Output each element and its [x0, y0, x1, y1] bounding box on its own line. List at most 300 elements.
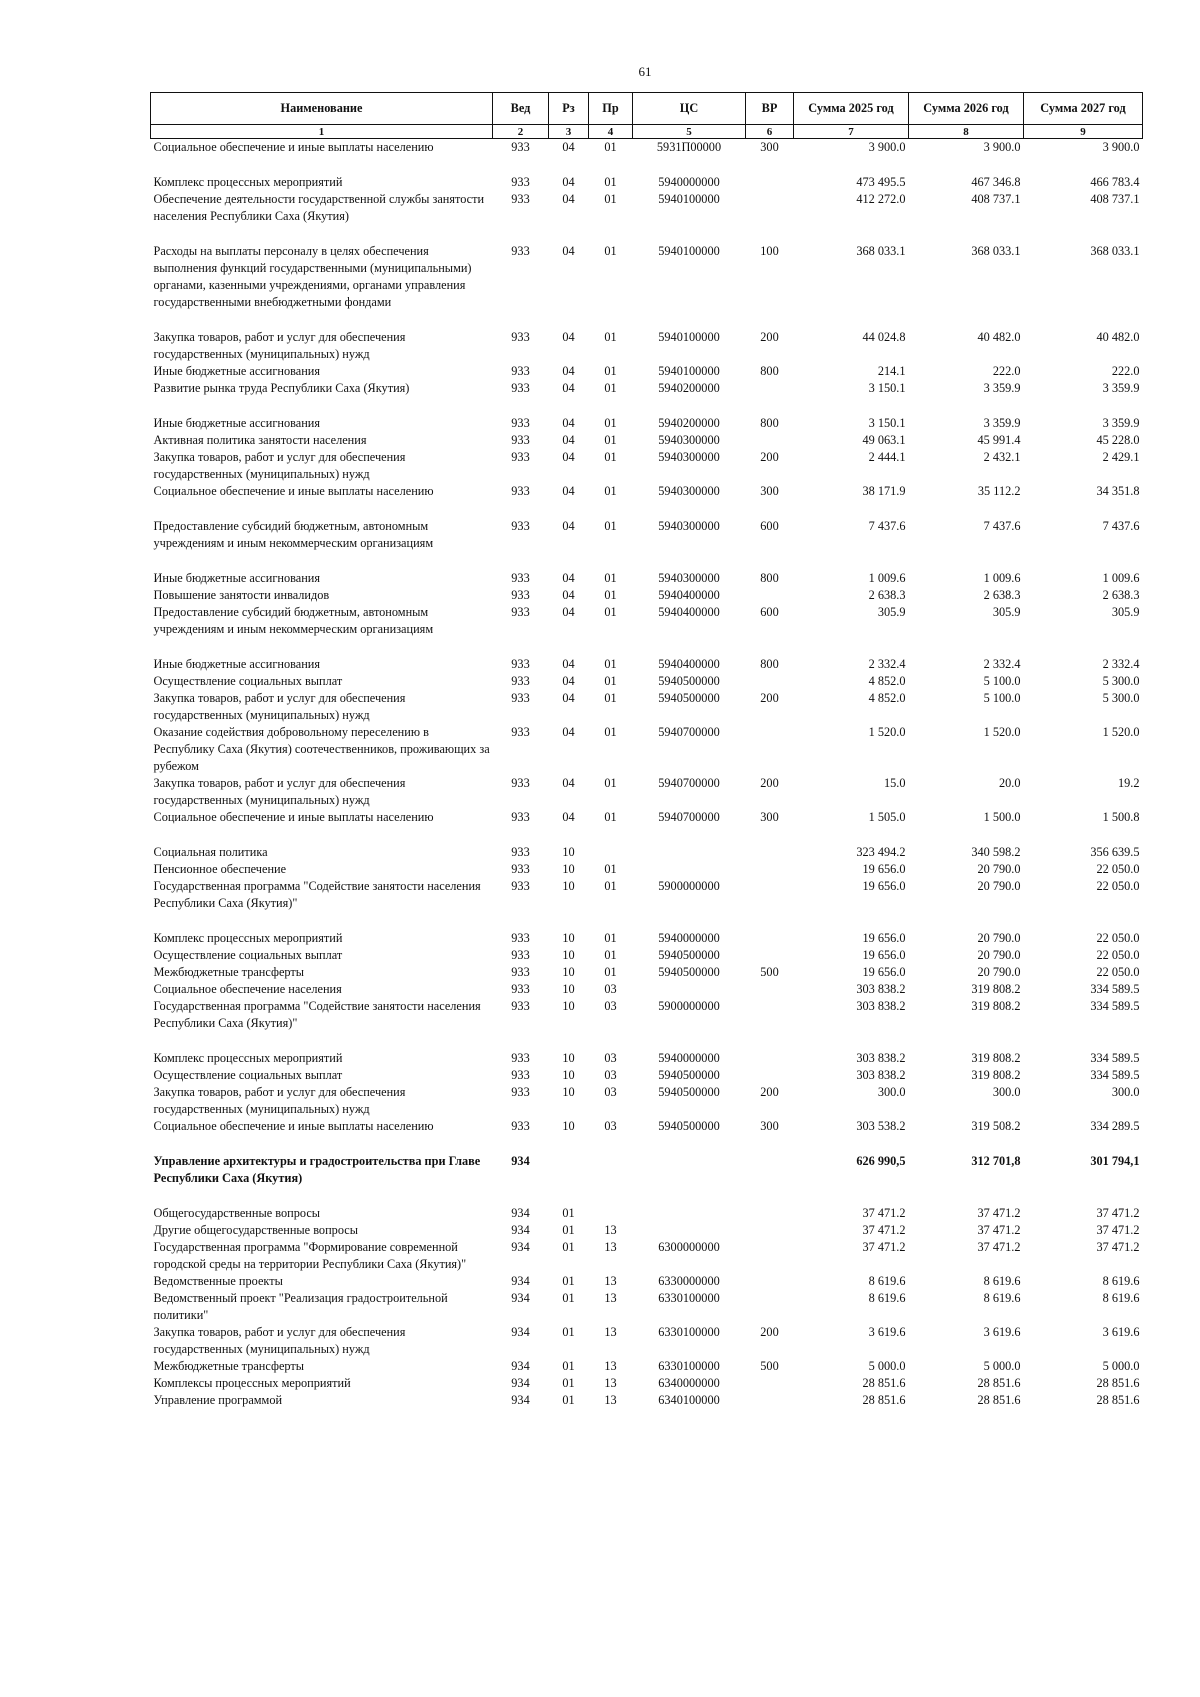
row-vr: 800 — [760, 571, 779, 585]
row-name: Межбюджетные трансферты — [153, 965, 305, 979]
row-name: Комплексы процессных мероприятий — [153, 1376, 351, 1390]
row-vr: 200 — [760, 1325, 779, 1339]
row-amount-2025: 37 471.2 — [862, 1240, 906, 1254]
row-amount-2026: 300.0 — [992, 1085, 1021, 1099]
row-amount-2027: 334 589.5 — [1090, 1068, 1140, 1082]
row-amount-2025: 3 150.1 — [868, 416, 906, 430]
table-row — [151, 809, 1143, 844]
row-name: Социальное обеспечение и иные выплаты населению — [153, 484, 434, 498]
row-amount-2025: 19 656.0 — [862, 862, 906, 876]
row-ved: 933 — [511, 845, 530, 859]
row-name: Государственная программа "Содействие занятости населения Республики Саха (Якутия)" — [153, 999, 481, 1030]
row-rz: 04 — [562, 605, 575, 619]
row-cs: 5940300000 — [658, 484, 720, 498]
row-rz — [549, 1153, 589, 1205]
column-number: 5 — [633, 125, 746, 139]
row-cs — [633, 1222, 746, 1239]
table-row — [151, 1118, 1143, 1153]
row-amount-2026: 8 619.6 — [983, 1274, 1021, 1288]
row-amount-2027: 1 500.8 — [1102, 810, 1140, 824]
table-row — [151, 570, 1143, 587]
row-pr: 01 — [604, 450, 617, 464]
row-name: Иные бюджетные ассигнования — [153, 364, 321, 378]
row-pr: 01 — [604, 330, 617, 344]
row-cs — [633, 1205, 746, 1222]
row-name: Межбюджетные трансферты — [153, 1359, 305, 1373]
row-cs: 5940100000 — [658, 364, 720, 378]
row-amount-2027: 3 359.9 — [1102, 381, 1140, 395]
row-rz: 10 — [562, 1068, 575, 1082]
row-amount-2025: 2 332.4 — [868, 657, 906, 671]
row-ved: 934 — [511, 1223, 530, 1237]
column-number: 8 — [909, 125, 1024, 139]
row-amount-2025: 300.0 — [877, 1085, 906, 1099]
row-rz: 04 — [562, 571, 575, 585]
row-name: Комплекс процессных мероприятий — [153, 1051, 343, 1065]
row-name: Закупка товаров, работ и услуг для обеспечения государственных (муниципальных) нужд — [153, 330, 406, 361]
row-ved: 933 — [511, 192, 530, 206]
row-cs: 5940100000 — [658, 244, 720, 258]
row-pr: 03 — [604, 1068, 617, 1082]
row-amount-2026: 2 432.1 — [983, 450, 1021, 464]
row-amount-2025: 4 852.0 — [868, 691, 906, 705]
table-row — [151, 1067, 1143, 1084]
row-name: Иные бюджетные ассигнования — [153, 416, 321, 430]
row-vr: 100 — [760, 244, 779, 258]
row-cs: 5940000000 — [658, 931, 720, 945]
row-ved: 933 — [511, 982, 530, 996]
row-amount-2025: 1 520.0 — [868, 725, 906, 739]
row-amount-2027: 368 033.1 — [1090, 244, 1140, 258]
row-rz: 04 — [562, 657, 575, 671]
column-number: 4 — [589, 125, 633, 139]
row-cs: 6340100000 — [658, 1393, 720, 1407]
row-ved: 934 — [511, 1393, 530, 1407]
row-amount-2026: 28 851.6 — [977, 1393, 1021, 1407]
row-ved: 933 — [511, 1085, 530, 1099]
table-row — [151, 690, 1143, 724]
row-cs: 6330100000 — [658, 1325, 720, 1339]
row-amount-2027: 22 050.0 — [1096, 948, 1140, 962]
table-row — [151, 174, 1143, 191]
row-cs: 6330100000 — [658, 1359, 720, 1373]
row-cs: 5900000000 — [658, 879, 720, 893]
row-pr: 01 — [604, 484, 617, 498]
row-name: Управление программой — [153, 1393, 283, 1407]
table-row — [151, 1205, 1143, 1222]
row-vr: 200 — [760, 450, 779, 464]
row-name: Социальное обеспечение и иные выплаты населению — [153, 810, 434, 824]
row-rz: 10 — [562, 982, 575, 996]
row-vr: 800 — [760, 657, 779, 671]
row-ved: 933 — [511, 364, 530, 378]
row-name: Комплекс процессных мероприятий — [153, 931, 343, 945]
row-vr: 200 — [760, 691, 779, 705]
row-ved: 933 — [511, 381, 530, 395]
row-amount-2025: 305.9 — [877, 605, 906, 619]
row-cs: 6330000000 — [658, 1274, 720, 1288]
row-amount-2025: 28 851.6 — [862, 1393, 906, 1407]
row-amount-2025: 5 000.0 — [868, 1359, 906, 1373]
row-name: Закупка товаров, работ и услуг для обеспечения государственных (муниципальных) нужд — [153, 691, 406, 722]
row-rz: 04 — [562, 330, 575, 344]
row-cs: 5940500000 — [658, 674, 720, 688]
row-ved: 933 — [511, 810, 530, 824]
row-pr: 03 — [604, 982, 617, 996]
row-amount-2026: 319 508.2 — [971, 1119, 1021, 1133]
row-name: Осуществление социальных выплат — [153, 1068, 343, 1082]
row-ved: 933 — [511, 691, 530, 705]
row-name: Активная политика занятости населения — [153, 433, 367, 447]
row-name: Государственная программа "Содействие занятости населения Республики Саха (Якутия)" — [153, 879, 481, 910]
row-cs: 5940200000 — [658, 381, 720, 395]
row-ved: 933 — [511, 1051, 530, 1065]
row-amount-2026: 45 991.4 — [977, 433, 1021, 447]
row-amount-2026: 28 851.6 — [977, 1376, 1021, 1390]
row-cs — [633, 861, 746, 878]
row-vr — [746, 1205, 794, 1222]
row-amount-2025: 4 852.0 — [868, 674, 906, 688]
row-ved: 933 — [511, 931, 530, 945]
row-ved: 934 — [511, 1359, 530, 1373]
row-rz: 10 — [562, 965, 575, 979]
row-pr: 01 — [604, 381, 617, 395]
row-cs: 5940000000 — [658, 1051, 720, 1065]
row-amount-2027: 40 482.0 — [1096, 330, 1140, 344]
row-rz: 10 — [562, 879, 575, 893]
table-row — [151, 380, 1143, 415]
table-row — [151, 449, 1143, 483]
row-amount-2025: 1 505.0 — [868, 810, 906, 824]
row-rz: 04 — [562, 484, 575, 498]
table-row — [151, 1222, 1143, 1239]
row-pr: 01 — [604, 810, 617, 824]
row-rz: 01 — [562, 1274, 575, 1288]
row-rz: 10 — [562, 948, 575, 962]
column-header: Наименование — [151, 93, 493, 125]
row-vr — [746, 1392, 794, 1409]
row-ved: 933 — [511, 674, 530, 688]
row-amount-2027: 45 228.0 — [1096, 433, 1140, 447]
column-header: Сумма 2026 год — [909, 93, 1024, 125]
row-amount-2025: 3 619.6 — [868, 1325, 906, 1339]
row-cs: 5940700000 — [658, 810, 720, 824]
row-ved: 933 — [511, 416, 530, 430]
row-name: Социальная политика — [153, 845, 268, 859]
row-amount-2025: 38 171.9 — [862, 484, 906, 498]
row-cs: 5940100000 — [658, 192, 720, 206]
row-amount-2027: 2 332.4 — [1102, 657, 1140, 671]
row-amount-2026: 5 100.0 — [983, 674, 1021, 688]
row-rz: 10 — [562, 1051, 575, 1065]
row-pr — [589, 1205, 633, 1222]
row-rz: 10 — [562, 845, 575, 859]
row-amount-2026: 5 100.0 — [983, 691, 1021, 705]
row-vr — [746, 673, 794, 690]
row-amount-2027: 1 520.0 — [1102, 725, 1140, 739]
table-row — [151, 604, 1143, 656]
row-ved: 933 — [511, 1068, 530, 1082]
row-amount-2027: 37 471.2 — [1096, 1223, 1140, 1237]
row-vr — [746, 844, 794, 861]
row-pr: 01 — [604, 948, 617, 962]
table-row — [151, 947, 1143, 964]
table-row — [151, 1392, 1143, 1409]
row-rz: 01 — [562, 1206, 575, 1220]
row-rz: 04 — [562, 364, 575, 378]
row-rz: 01 — [562, 1376, 575, 1390]
row-cs: 5940400000 — [658, 605, 720, 619]
row-pr: 01 — [604, 776, 617, 790]
row-pr: 01 — [604, 725, 617, 739]
row-amount-2027: 300.0 — [1111, 1085, 1140, 1099]
row-pr: 13 — [604, 1359, 617, 1373]
row-amount-2027: 1 009.6 — [1102, 571, 1140, 585]
row-amount-2026: 3 359.9 — [983, 381, 1021, 395]
row-vr: 300 — [760, 1119, 779, 1133]
page-number: 61 — [638, 64, 652, 79]
row-amount-2026: 3 900.0 — [983, 140, 1021, 154]
row-vr — [746, 930, 794, 947]
row-amount-2025: 368 033.1 — [856, 244, 906, 258]
row-vr — [746, 1153, 794, 1205]
row-amount-2027: 334 289.5 — [1090, 1119, 1140, 1133]
row-name: Социальное обеспечение и иные выплаты населению — [153, 1119, 434, 1133]
row-amount-2027: 3 359.9 — [1102, 416, 1140, 430]
row-amount-2026: 222.0 — [992, 364, 1021, 378]
row-amount-2027: 305.9 — [1111, 605, 1140, 619]
row-cs: 5940300000 — [658, 519, 720, 533]
row-amount-2026: 35 112.2 — [977, 484, 1021, 498]
row-amount-2027: 8 619.6 — [1102, 1274, 1140, 1288]
column-number: 3 — [549, 125, 589, 139]
row-vr: 200 — [760, 776, 779, 790]
row-pr: 13 — [604, 1274, 617, 1288]
row-amount-2026: 2 332.4 — [983, 657, 1021, 671]
row-pr: 01 — [604, 588, 617, 602]
row-vr — [746, 1273, 794, 1290]
row-name: Предоставление субсидий бюджетным, автономным учреждениям и иным некоммерческим организациям — [153, 519, 434, 550]
row-amount-2026: 37 471.2 — [977, 1206, 1021, 1220]
row-amount-2025: 7 437.6 — [868, 519, 906, 533]
row-ved: 933 — [511, 999, 530, 1013]
row-ved: 933 — [511, 776, 530, 790]
row-amount-2027: 334 589.5 — [1090, 999, 1140, 1013]
row-amount-2026: 319 808.2 — [971, 1051, 1021, 1065]
row-amount-2025: 214.1 — [877, 364, 906, 378]
row-amount-2026: 7 437.6 — [983, 519, 1021, 533]
table-row — [151, 1324, 1143, 1358]
row-amount-2026: 5 000.0 — [983, 1359, 1021, 1373]
table-row — [151, 1153, 1143, 1205]
row-ved: 934 — [511, 1154, 530, 1168]
row-amount-2027: 22 050.0 — [1096, 862, 1140, 876]
row-cs — [633, 844, 746, 861]
row-amount-2026: 368 033.1 — [971, 244, 1021, 258]
table-row — [151, 724, 1143, 775]
row-rz: 04 — [562, 192, 575, 206]
row-pr: 01 — [604, 965, 617, 979]
row-name: Обеспечение деятельности государственной службы занятости населения Республики Саха (Якутия) — [153, 192, 485, 223]
row-cs: 5940500000 — [658, 965, 720, 979]
row-rz: 01 — [562, 1325, 575, 1339]
table-row — [151, 1239, 1143, 1273]
row-amount-2025: 44 024.8 — [862, 330, 906, 344]
row-amount-2027: 37 471.2 — [1096, 1206, 1140, 1220]
column-number: 1 — [151, 125, 493, 139]
row-amount-2027: 22 050.0 — [1096, 965, 1140, 979]
row-amount-2025: 8 619.6 — [868, 1291, 906, 1305]
column-number: 2 — [493, 125, 549, 139]
row-amount-2026: 20 790.0 — [977, 879, 1021, 893]
table-row — [151, 415, 1143, 432]
row-pr: 01 — [604, 433, 617, 447]
table-row — [151, 775, 1143, 809]
row-amount-2027: 356 639.5 — [1090, 845, 1140, 859]
row-ved: 933 — [511, 140, 530, 154]
row-cs: 6330100000 — [658, 1291, 720, 1305]
row-vr: 300 — [760, 484, 779, 498]
row-cs: 5940300000 — [658, 433, 720, 447]
row-amount-2025: 473 495.5 — [856, 175, 906, 189]
table-row — [151, 844, 1143, 861]
row-ved: 933 — [511, 175, 530, 189]
row-cs: 5940000000 — [658, 175, 720, 189]
row-amount-2026: 1 500.0 — [983, 810, 1021, 824]
row-pr: 13 — [604, 1393, 617, 1407]
row-ved: 934 — [511, 1291, 530, 1305]
row-vr: 500 — [760, 1359, 779, 1373]
column-header: Пр — [589, 93, 633, 125]
row-name: Развитие рынка труда Республики Саха (Якутия) — [153, 381, 410, 395]
row-amount-2027: 301 794,1 — [1090, 1154, 1140, 1168]
row-ved: 934 — [511, 1240, 530, 1254]
row-amount-2026: 319 808.2 — [971, 999, 1021, 1013]
row-name: Пенсионное обеспечение — [153, 862, 287, 876]
row-rz: 04 — [562, 776, 575, 790]
row-cs: 5940100000 — [658, 330, 720, 344]
row-name: Предоставление субсидий бюджетным, автономным учреждениям и иным некоммерческим организациям — [153, 605, 434, 636]
row-name: Закупка товаров, работ и услуг для обеспечения государственных (муниципальных) нужд — [153, 776, 406, 807]
table-row — [151, 998, 1143, 1050]
row-rz: 04 — [562, 588, 575, 602]
row-ved: 933 — [511, 879, 530, 893]
table-row — [151, 432, 1143, 449]
row-name: Общегосударственные вопросы — [153, 1206, 321, 1220]
row-amount-2025: 303 838.2 — [856, 1068, 906, 1082]
row-ved: 934 — [511, 1274, 530, 1288]
row-amount-2025: 3 900.0 — [868, 140, 906, 154]
row-amount-2025: 412 272.0 — [856, 192, 906, 206]
row-cs: 5940300000 — [658, 571, 720, 585]
table-row — [151, 243, 1143, 329]
row-amount-2027: 3 900.0 — [1102, 140, 1140, 154]
row-name: Иные бюджетные ассигнования — [153, 657, 321, 671]
row-vr — [746, 981, 794, 998]
row-pr: 03 — [604, 1085, 617, 1099]
row-cs: 5940400000 — [658, 588, 720, 602]
column-number: 7 — [794, 125, 909, 139]
table-row — [151, 1375, 1143, 1392]
row-rz: 10 — [562, 862, 575, 876]
row-pr: 03 — [604, 999, 617, 1013]
row-ved: 934 — [511, 1376, 530, 1390]
row-pr: 13 — [604, 1291, 617, 1305]
row-pr: 01 — [604, 244, 617, 258]
row-name: Осуществление социальных выплат — [153, 674, 343, 688]
row-amount-2027: 37 471.2 — [1096, 1240, 1140, 1254]
row-cs: 6300000000 — [658, 1240, 720, 1254]
row-pr: 01 — [604, 862, 617, 876]
table-row — [151, 139, 1143, 175]
row-vr — [746, 1290, 794, 1324]
row-vr — [746, 861, 794, 878]
row-name: Управление архитектуры и градостроительства при Главе Республики Саха (Якутия) — [153, 1154, 481, 1185]
row-amount-2026: 2 638.3 — [983, 588, 1021, 602]
row-cs: 5940400000 — [658, 657, 720, 671]
row-rz: 01 — [562, 1223, 575, 1237]
row-cs: 5940500000 — [658, 691, 720, 705]
table-row — [151, 587, 1143, 604]
row-amount-2026: 312 701,8 — [971, 1154, 1021, 1168]
row-vr: 800 — [760, 416, 779, 430]
row-amount-2027: 5 000.0 — [1102, 1359, 1140, 1373]
table-row — [151, 1050, 1143, 1067]
row-rz: 04 — [562, 381, 575, 395]
row-amount-2025: 19 656.0 — [862, 965, 906, 979]
row-ved: 933 — [511, 571, 530, 585]
row-pr: 01 — [604, 416, 617, 430]
row-amount-2027: 5 300.0 — [1102, 674, 1140, 688]
row-amount-2026: 20 790.0 — [977, 931, 1021, 945]
row-amount-2025: 37 471.2 — [862, 1223, 906, 1237]
row-ved: 933 — [511, 433, 530, 447]
row-pr: 13 — [604, 1240, 617, 1254]
row-amount-2025: 19 656.0 — [862, 948, 906, 962]
row-vr: 600 — [760, 605, 779, 619]
table-row — [151, 673, 1143, 690]
table-row — [151, 518, 1143, 570]
row-amount-2027: 2 429.1 — [1102, 450, 1140, 464]
row-rz: 01 — [562, 1240, 575, 1254]
row-vr — [746, 1067, 794, 1084]
row-amount-2026: 37 471.2 — [977, 1240, 1021, 1254]
row-pr: 01 — [604, 571, 617, 585]
column-header: ВР — [746, 93, 794, 125]
row-amount-2026: 8 619.6 — [983, 1291, 1021, 1305]
row-pr: 01 — [604, 879, 617, 893]
row-pr: 01 — [604, 192, 617, 206]
row-vr: 300 — [760, 140, 779, 154]
table-row — [151, 191, 1143, 243]
row-vr: 300 — [760, 810, 779, 824]
row-pr: 01 — [604, 691, 617, 705]
row-rz: 10 — [562, 1085, 575, 1099]
row-amount-2025: 8 619.6 — [868, 1274, 906, 1288]
row-cs: 5940200000 — [658, 416, 720, 430]
row-amount-2025: 303 838.2 — [856, 999, 906, 1013]
table-row — [151, 1273, 1143, 1290]
row-amount-2026: 1 009.6 — [983, 571, 1021, 585]
row-amount-2026: 37 471.2 — [977, 1223, 1021, 1237]
row-amount-2025: 1 009.6 — [868, 571, 906, 585]
row-name: Ведомственные проекты — [153, 1274, 283, 1288]
budget-table — [150, 92, 1143, 1409]
row-rz: 10 — [562, 1119, 575, 1133]
row-ved: 933 — [511, 948, 530, 962]
row-ved: 933 — [511, 862, 530, 876]
row-pr: 01 — [604, 605, 617, 619]
